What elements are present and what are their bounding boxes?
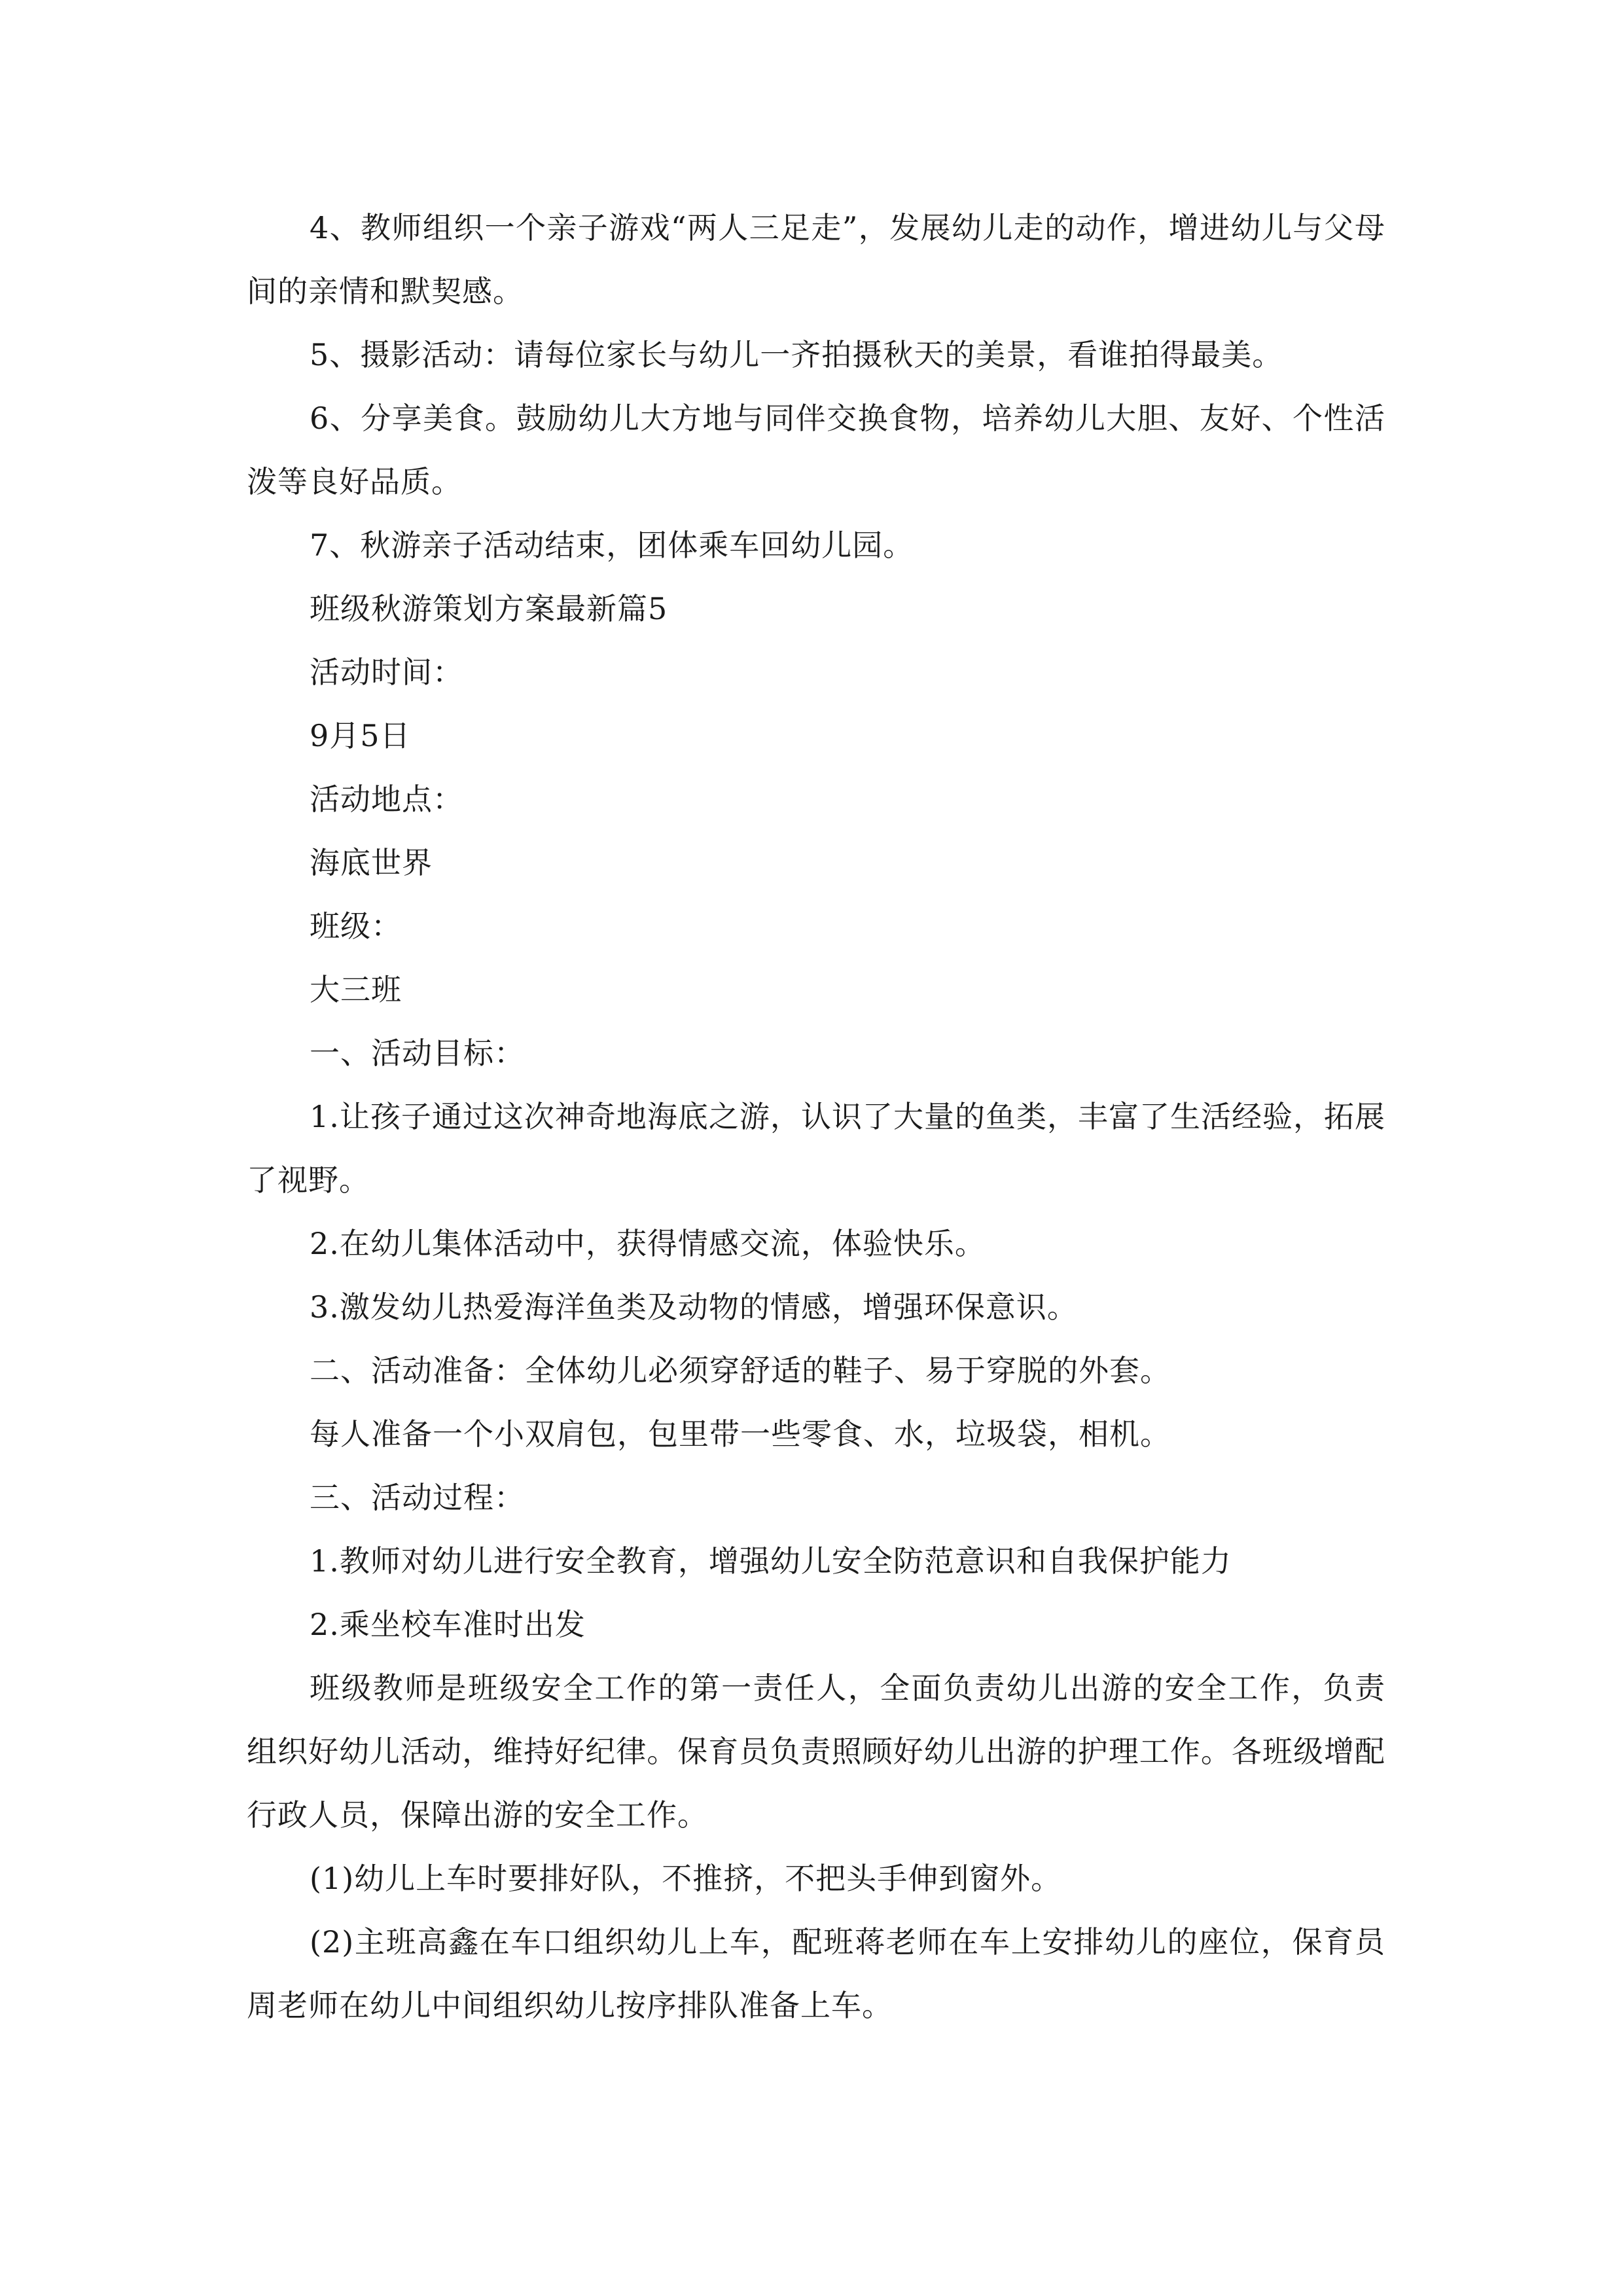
preparation-detail: 每人准备一个小双肩包，包里带一些零食、水，垃圾袋，相机。 [310, 1416, 1171, 1452]
class-label: 班级： [310, 908, 402, 944]
goal-item-1: 1.让孩子通过这次神奇地海底之游，认识了大量的鱼类，丰富了生活经验，拓展了视野。 [247, 1099, 1385, 1198]
goal-item-2: 2.在幼儿集体活动中，获得情感交流，体验快乐。 [310, 1226, 986, 1261]
preparation-heading: 二、活动准备：全体幼儿必须穿舒适的鞋子、易于穿脱的外套。 [310, 1353, 1171, 1388]
boarding-rule-2: (2)主班高鑫在车口组织幼儿上车，配班蒋老师在车上安排幼儿的座位，保育员周老师在幼儿中间组织幼儿按序排队准备上车。 [247, 1924, 1385, 2023]
activity-place-value: 海底世界 [310, 845, 433, 880]
paragraph-step-7: 7、秋游亲子活动结束，团体乘车回幼儿园。 [310, 528, 914, 563]
paragraph-step-6: 6、分享美食。鼓励幼儿大方地与同伴交换食物，培养幼儿大胆、友好、个性活泼等良好品质。 [247, 401, 1385, 499]
paragraph-step-4: 4、教师组织一个亲子游戏“两人三足走”，发展幼儿走的动作，增进幼儿与父母间的亲情和默契感。 [247, 210, 1385, 309]
section-heading: 班级秋游策划方案最新篇5 [310, 591, 668, 626]
goals-heading: 一、活动目标： [310, 1035, 525, 1071]
process-item-2: 2.乘坐校车准时出发 [310, 1607, 586, 1642]
boarding-rule-1: (1)幼儿上车时要排好队，不推挤，不把头手伸到窗外。 [310, 1861, 1062, 1896]
safety-responsibility-paragraph: 班级教师是班级安全工作的第一责任人，全面负责幼儿出游的安全工作，负责组织好幼儿活动，维持好纪律。保育员负责照顾好幼儿出游的护理工作。各班级增配行政人员，保障出游的安全工作。 [247, 1670, 1385, 1833]
process-heading: 三、活动过程： [310, 1480, 525, 1515]
goal-item-3: 3.激发幼儿热爱海洋鱼类及动物的情感，增强环保意识。 [310, 1289, 1078, 1325]
class-value: 大三班 [310, 972, 402, 1007]
activity-place-label: 活动地点： [310, 781, 463, 817]
activity-time-label: 活动时间： [310, 655, 463, 690]
process-item-1: 1.教师对幼儿进行安全教育，增强幼儿安全防范意识和自我保护能力 [310, 1543, 1232, 1579]
activity-time-value: 9月5日 [310, 718, 411, 753]
document-body [247, 196, 1385, 2037]
paragraph-step-5: 5、摄影活动：请每位家长与幼儿一齐拍摄秋天的美景，看谁拍得最美。 [310, 337, 1283, 372]
